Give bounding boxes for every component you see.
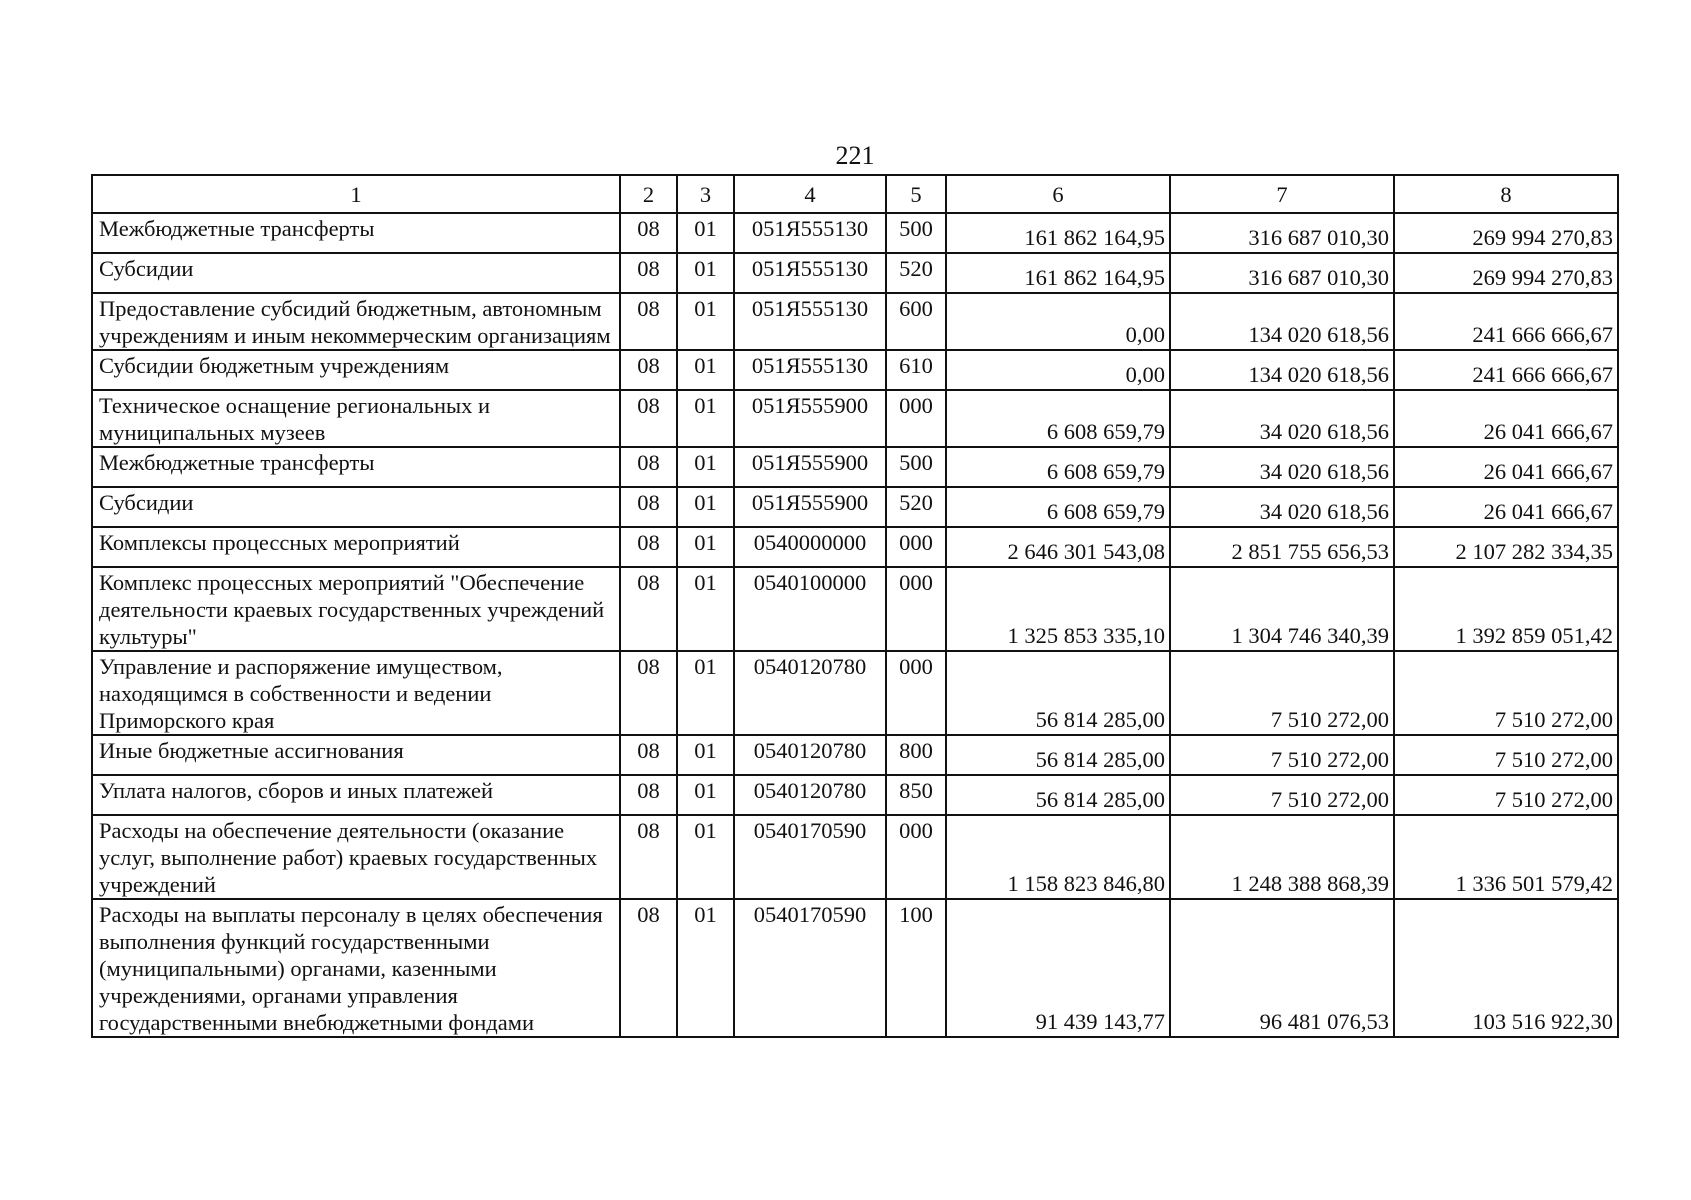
amount-col8-cell: 269 994 270,83 [1394, 213, 1618, 253]
amount-col7-cell: 7 510 272,00 [1170, 735, 1394, 775]
table-row [92, 350, 1618, 390]
amount-col6-cell: 1 158 823 846,80 [946, 815, 1170, 899]
expense-name-cell: Субсидии [92, 253, 620, 293]
amount-col6-cell: 56 814 285,00 [946, 735, 1170, 775]
table-row [92, 390, 1618, 447]
target-article-cell: 0540100000 [734, 567, 886, 651]
expense-type-cell: 000 [886, 651, 946, 735]
column-header: 3 [677, 175, 734, 213]
amount-col6-cell: 0,00 [946, 293, 1170, 350]
subsection-code-cell: 01 [677, 390, 734, 447]
amount-col7-cell: 2 851 755 656,53 [1170, 527, 1394, 567]
amount-col8-cell: 103 516 922,30 [1394, 899, 1618, 1037]
target-article-cell: 0540120780 [734, 651, 886, 735]
table-row [92, 651, 1618, 735]
amount-col7-cell: 7 510 272,00 [1170, 775, 1394, 815]
expense-type-cell: 000 [886, 527, 946, 567]
expense-type-cell: 600 [886, 293, 946, 350]
subsection-code-cell: 01 [677, 447, 734, 487]
amount-col8-cell: 26 041 666,67 [1394, 447, 1618, 487]
expense-name-cell: Межбюджетные трансферты [92, 213, 620, 253]
expense-name-cell: Иные бюджетные ассигнования [92, 735, 620, 775]
amount-col6-cell: 6 608 659,79 [946, 447, 1170, 487]
subsection-code-cell: 01 [677, 735, 734, 775]
amount-col7-cell: 7 510 272,00 [1170, 651, 1394, 735]
table-row [92, 527, 1618, 567]
amount-col8-cell: 241 666 666,67 [1394, 350, 1618, 390]
amount-col6-cell: 1 325 853 335,10 [946, 567, 1170, 651]
column-header: 1 [92, 175, 620, 213]
expense-name-cell: Комплекс процессных мероприятий "Обеспечение деятельности краевых государственных учреждений культуры" [92, 567, 620, 651]
amount-col6-cell: 0,00 [946, 350, 1170, 390]
column-header: 8 [1394, 175, 1618, 213]
page-number: 221 [835, 141, 875, 170]
amount-col7-cell: 1 304 746 340,39 [1170, 567, 1394, 651]
subsection-code-cell: 01 [677, 815, 734, 899]
amount-col7-cell: 316 687 010,30 [1170, 253, 1394, 293]
column-header: 4 [734, 175, 886, 213]
target-article-cell: 0540000000 [734, 527, 886, 567]
section-code-cell: 08 [620, 350, 677, 390]
expense-name-cell: Комплексы процессных мероприятий [92, 527, 620, 567]
amount-col8-cell: 269 994 270,83 [1394, 253, 1618, 293]
expense-type-cell: 000 [886, 815, 946, 899]
expense-name-cell: Субсидии бюджетным учреждениям [92, 350, 620, 390]
expense-type-cell: 610 [886, 350, 946, 390]
amount-col8-cell: 1 336 501 579,42 [1394, 815, 1618, 899]
table-row [92, 487, 1618, 527]
amount-col6-cell: 56 814 285,00 [946, 651, 1170, 735]
target-article-cell: 051Я555900 [734, 390, 886, 447]
expense-name-cell: Субсидии [92, 487, 620, 527]
table-row [92, 815, 1618, 899]
subsection-code-cell: 01 [677, 350, 734, 390]
target-article-cell: 051Я555130 [734, 213, 886, 253]
expense-type-cell: 800 [886, 735, 946, 775]
header-row [92, 175, 1618, 213]
section-code-cell: 08 [620, 390, 677, 447]
amount-col6-cell: 161 862 164,95 [946, 213, 1170, 253]
expense-type-cell: 100 [886, 899, 946, 1037]
subsection-code-cell: 01 [677, 775, 734, 815]
amount-col8-cell: 241 666 666,67 [1394, 293, 1618, 350]
subsection-code-cell: 01 [677, 253, 734, 293]
budget-table [91, 174, 1619, 1038]
amount-col7-cell: 1 248 388 868,39 [1170, 815, 1394, 899]
subsection-code-cell: 01 [677, 651, 734, 735]
subsection-code-cell: 01 [677, 527, 734, 567]
table-row [92, 447, 1618, 487]
amount-col7-cell: 316 687 010,30 [1170, 213, 1394, 253]
section-code-cell: 08 [620, 735, 677, 775]
amount-col8-cell: 2 107 282 334,35 [1394, 527, 1618, 567]
amount-col7-cell: 34 020 618,56 [1170, 487, 1394, 527]
section-code-cell: 08 [620, 447, 677, 487]
table-row [92, 775, 1618, 815]
target-article-cell: 0540120780 [734, 775, 886, 815]
amount-col6-cell: 6 608 659,79 [946, 390, 1170, 447]
expense-type-cell: 000 [886, 390, 946, 447]
expense-type-cell: 500 [886, 213, 946, 253]
target-article-cell: 051Я555900 [734, 487, 886, 527]
amount-col8-cell: 7 510 272,00 [1394, 651, 1618, 735]
subsection-code-cell: 01 [677, 213, 734, 253]
table-row [92, 567, 1618, 651]
column-header: 6 [946, 175, 1170, 213]
section-code-cell: 08 [620, 487, 677, 527]
table-row [92, 213, 1618, 253]
section-code-cell: 08 [620, 213, 677, 253]
expense-name-cell: Расходы на выплаты персоналу в целях обеспечения выполнения функций государственными (муниципальными) органами, казенными учреждениями, органами управления государственными внебюджетными фондами [92, 899, 620, 1037]
expense-type-cell: 000 [886, 567, 946, 651]
subsection-code-cell: 01 [677, 567, 734, 651]
expense-type-cell: 500 [886, 447, 946, 487]
expense-name-cell: Предоставление субсидий бюджетным, автономным учреждениям и иным некоммерческим организациям [92, 293, 620, 350]
section-code-cell: 08 [620, 775, 677, 815]
section-code-cell: 08 [620, 651, 677, 735]
target-article-cell: 051Я555130 [734, 253, 886, 293]
amount-col8-cell: 1 392 859 051,42 [1394, 567, 1618, 651]
amount-col8-cell: 26 041 666,67 [1394, 390, 1618, 447]
section-code-cell: 08 [620, 253, 677, 293]
target-article-cell: 051Я555130 [734, 293, 886, 350]
amount-col6-cell: 91 439 143,77 [946, 899, 1170, 1037]
expense-type-cell: 520 [886, 253, 946, 293]
target-article-cell: 0540170590 [734, 815, 886, 899]
table-row [92, 735, 1618, 775]
amount-col8-cell: 7 510 272,00 [1394, 735, 1618, 775]
column-header: 7 [1170, 175, 1394, 213]
target-article-cell: 0540170590 [734, 899, 886, 1037]
expense-type-cell: 520 [886, 487, 946, 527]
section-code-cell: 08 [620, 527, 677, 567]
amount-col7-cell: 134 020 618,56 [1170, 293, 1394, 350]
subsection-code-cell: 01 [677, 293, 734, 350]
section-code-cell: 08 [620, 899, 677, 1037]
amount-col7-cell: 34 020 618,56 [1170, 390, 1394, 447]
target-article-cell: 051Я555130 [734, 350, 886, 390]
target-article-cell: 051Я555900 [734, 447, 886, 487]
subsection-code-cell: 01 [677, 487, 734, 527]
expense-name-cell: Уплата налогов, сборов и иных платежей [92, 775, 620, 815]
amount-col6-cell: 56 814 285,00 [946, 775, 1170, 815]
amount-col6-cell: 2 646 301 543,08 [946, 527, 1170, 567]
target-article-cell: 0540120780 [734, 735, 886, 775]
section-code-cell: 08 [620, 293, 677, 350]
amount-col7-cell: 96 481 076,53 [1170, 899, 1394, 1037]
amount-col8-cell: 7 510 272,00 [1394, 775, 1618, 815]
expense-name-cell: Межбюджетные трансферты [92, 447, 620, 487]
table-row [92, 899, 1618, 1037]
amount-col7-cell: 34 020 618,56 [1170, 447, 1394, 487]
subsection-code-cell: 01 [677, 899, 734, 1037]
expense-name-cell: Расходы на обеспечение деятельности (оказание услуг, выполнение работ) краевых государственных учреждений [92, 815, 620, 899]
expense-type-cell: 850 [886, 775, 946, 815]
amount-col7-cell: 134 020 618,56 [1170, 350, 1394, 390]
table-row [92, 293, 1618, 350]
column-header: 2 [620, 175, 677, 213]
section-code-cell: 08 [620, 567, 677, 651]
amount-col6-cell: 6 608 659,79 [946, 487, 1170, 527]
amount-col6-cell: 161 862 164,95 [946, 253, 1170, 293]
expense-name-cell: Техническое оснащение региональных и муниципальных музеев [92, 390, 620, 447]
amount-col8-cell: 26 041 666,67 [1394, 487, 1618, 527]
expense-name-cell: Управление и распоряжение имуществом, находящимся в собственности и ведении Приморского края [92, 651, 620, 735]
column-header: 5 [886, 175, 946, 213]
table-row [92, 253, 1618, 293]
section-code-cell: 08 [620, 815, 677, 899]
